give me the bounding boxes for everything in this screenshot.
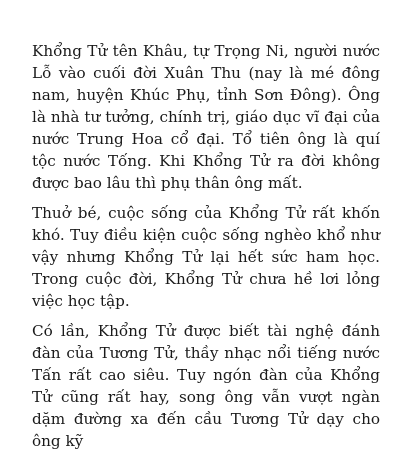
- paragraph-2: Thuở bé, cuộc sống của Khổng Tử rất khốn khó. Tuy điều kiện cuộc sống nghèo khổ như vậy nhưng Khổng Tử lại hết sức ham học. Trong cuộc đời, Khổng Tử chưa hề lơi lỏng việc học tập.: [32, 204, 380, 310]
- paragraph-3: Có lần, Khổng Tử được biết tài nghệ đánh đàn của Tương Tử, thầy nhạc nổi tiếng nước Tấn rất cao siêu. Tuy ngón đàn của Khổng Tử cũng rất hay, song ông vẫn vượt ngàn dặm đường xa đến cầu Tương Tử dạy cho ông kỹ: [32, 322, 380, 450]
- page-body: [32, 40, 380, 460]
- paragraph-1: Khổng Tử tên Khâu, tự Trọng Ni, người nước Lỗ vào cuối đời Xuân Thu (nay là mé đông nam, huyện Khúc Phụ, tỉnh Sơn Đông). Ông là nhà tư tưởng, chính trị, giáo dục vĩ đại của nước Trung Hoa cổ đại. Tổ tiên ông là quí tộc nước Tống. Khi Khổng Tử ra đời không được bao lâu thì phụ thân ông mất.: [32, 42, 380, 192]
